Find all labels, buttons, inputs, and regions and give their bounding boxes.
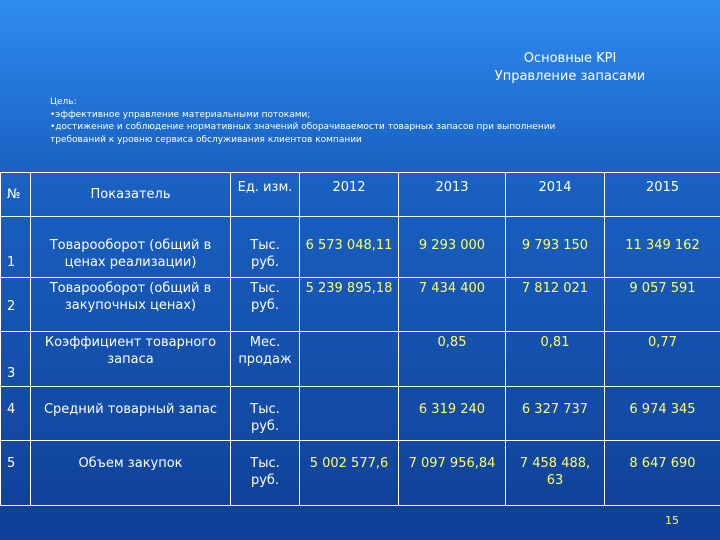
- slide-title: [460, 50, 680, 86]
- header-cell-2014: 2014: [506, 173, 605, 217]
- row-unit: Тыс. руб.: [231, 387, 300, 441]
- table-row: [1, 441, 720, 506]
- table-row: [1, 217, 720, 278]
- row-value-2013: 6 319 240: [399, 387, 506, 441]
- row-value-2014: 6 327 737: [506, 387, 605, 441]
- header-cell-2015: 2015: [605, 173, 720, 217]
- row-value-2013: 7 434 400: [399, 278, 506, 332]
- goal-heading: Цель:: [50, 97, 77, 107]
- header-cell-2013: 2013: [399, 173, 506, 217]
- table-row: [1, 387, 720, 441]
- row-unit: Мес. продаж: [231, 332, 300, 387]
- row-value-2012: 5 239 895,18: [300, 278, 399, 332]
- row-number: 3: [1, 332, 31, 387]
- header-cell-2012: 2012: [300, 173, 399, 217]
- row-value-2012: [300, 332, 399, 387]
- row-unit: Тыс. руб.: [231, 441, 300, 506]
- goal-line-2: •достижение и соблюдение нормативных значений оборачиваемости товарных запасов при выполнении: [50, 122, 556, 132]
- slide-title-line2: Управление запасами: [494, 69, 646, 84]
- page-number: 15: [665, 514, 679, 527]
- header-cell-indicator: Показатель: [31, 173, 231, 217]
- row-value-2015: 6 974 345: [605, 387, 720, 441]
- row-indicator: Товарооборот (общий в закупочных ценах): [31, 278, 231, 332]
- row-number: 2: [1, 278, 31, 332]
- row-value-2014: 7 458 488, 63: [506, 441, 605, 506]
- header-cell-number: №: [1, 173, 31, 217]
- row-value-2013: 7 097 956,84: [399, 441, 506, 506]
- row-unit: Тыс. руб.: [231, 217, 300, 278]
- row-value-2015: 0,77: [605, 332, 720, 387]
- row-number: 1: [1, 217, 31, 278]
- kpi-table: [0, 172, 720, 506]
- goal-line-3: требований к уровню сервиса обслуживания клиентов компании: [50, 134, 362, 145]
- table-header-row: [1, 173, 720, 217]
- row-number: 4: [1, 387, 31, 441]
- row-value-2012: 6 573 048,11: [300, 217, 399, 278]
- row-indicator: Товарооборот (общий в ценах реализации): [31, 217, 231, 278]
- row-value-2015: 8 647 690: [605, 441, 720, 506]
- table-row: [1, 332, 720, 387]
- row-indicator: Коэффициент товарного запаса: [31, 332, 231, 387]
- goal-line-1: •эффективное управление материальными потоками;: [50, 109, 311, 120]
- row-value-2014: 9 793 150: [506, 217, 605, 278]
- row-value-2014: 7 812 021: [506, 278, 605, 332]
- row-indicator: Средний товарный запас: [31, 387, 231, 441]
- slide-title-line1: Основные KPI: [523, 51, 617, 66]
- row-value-2014: 0,81: [506, 332, 605, 387]
- row-value-2013: 9 293 000: [399, 217, 506, 278]
- row-value-2015: 9 057 591: [605, 278, 720, 332]
- row-value-2013: 0,85: [399, 332, 506, 387]
- row-value-2012: [300, 387, 399, 441]
- row-indicator: Объем закупок: [31, 441, 231, 506]
- header-cell-unit: Ед. изм.: [231, 173, 300, 217]
- row-unit: Тыс. руб.: [231, 278, 300, 332]
- row-value-2015: 11 349 162: [605, 217, 720, 278]
- row-value-2012: 5 002 577,6: [300, 441, 399, 506]
- table-row: [1, 278, 720, 332]
- goal-block: [50, 96, 670, 146]
- row-number: 5: [1, 441, 31, 506]
